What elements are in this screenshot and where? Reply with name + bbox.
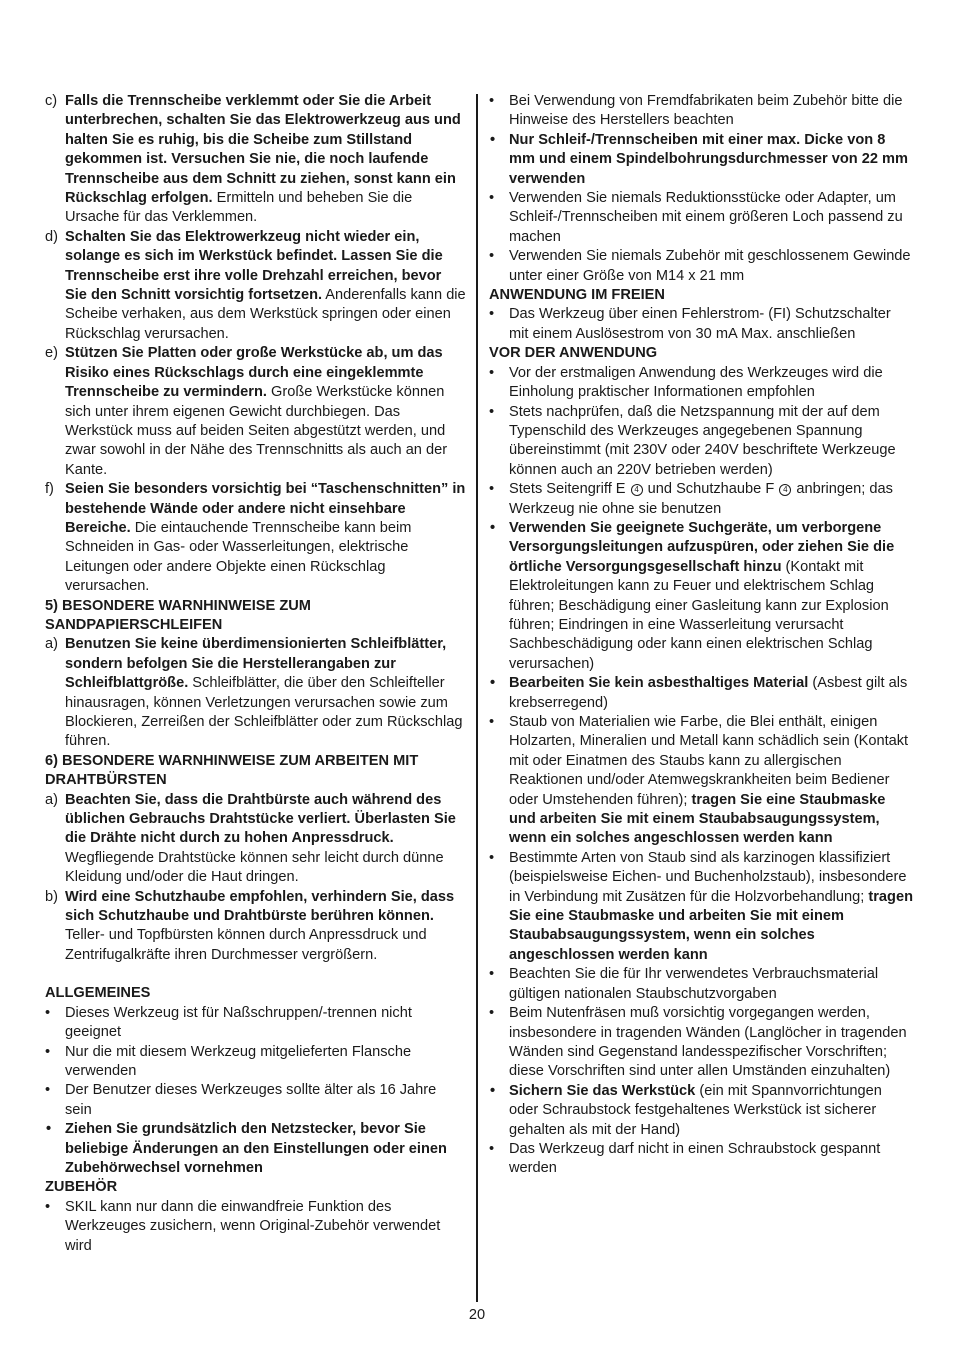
bullet-icon: • [489,966,495,983]
item-text: Ermitteln und beheben Sie die Ursache für das Verklemmen. [65,190,413,226]
bullet-item [489,1082,913,1140]
item-text: SKIL kann nur dann die einwandfreie Funktion des Werkzeuges zusichern, wenn Original-Zubehör verwendet wird [65,1198,441,1254]
item-text: Beim Nutenfräsen muß vorsichtig vorgegangen werden, insbesondere in tragenden Wänden (Langlöcher in tragenden Wänden sind Gegenstand landesspezifischer Vorschriften; diese Vorschriften sind unter allen Umständen einzuhalten) [509,1005,907,1080]
bullet-icon: • [489,190,495,207]
list-item-6a [45,791,467,888]
item-bold-text: tragen Sie eine Staubmaske und arbeiten Sie mit einem Staubabsaugungssystem, wenn ein solches angeschlossen werden kann [509,888,913,963]
column-divider [476,94,478,1302]
list-item-5a [45,635,467,751]
bullet-item [489,519,913,674]
item-bold-text: Benutzen Sie keine überdimensionierten Schleifblätter, sondern befolgen Sie die Herstellerangaben zur Schleifblattgröße. [65,636,447,692]
bullet-icon: • [489,849,495,866]
bullet-item [489,965,913,1004]
list-item-c [45,92,467,228]
bullet-item [489,713,913,849]
bullet-item [45,1004,467,1043]
bullet-item [45,1198,467,1256]
heading-anwendung-im-freien: ANWENDUNG IM FREIEN [489,287,665,304]
item-text: Das Werkzeug über einen Fehlerstrom- (FI) Schutzschalter mit einem Auslösestrom von 30 mA Max. anschließen [509,306,891,342]
item-text: Stets Seitengriff E [509,481,630,498]
item-bold-text: Stützen Sie Platten oder große Werkstücke ab, um das Risiko eines Rückschlags durch eine eingeklemmte Trennscheibe zu vermindern. [65,345,443,401]
bullet-item [45,1043,467,1082]
item-text: Dieses Werkzeug ist für Naßschruppen/-trennen nicht geeignet [65,1004,412,1041]
bullet-icon: • [489,93,495,109]
item-text: Teller- und Topfbürsten können durch Anpressdruck und Zentrifugalkräfte ihren Durchmesser vergrößern. [65,927,427,963]
item-text: (Kontakt mit Elektroleitungen kann zu Feuer und elektrischem Schlag führen; Beschädigung einer Gasleitung kann zur Explosion führen; Eindringen in eine Wasserleitung verursacht Sachbeschädigung oder kann einen elektrischen Schlag verursachen) [509,558,889,672]
item-text: Bei Verwendung von Fremdfabrikaten beim Zubehör bitte die Hinweise des Herstellers beachten [509,93,903,129]
item-bold-text: Beachten Sie, dass die Drahtbürste auch während des üblichen Gebrauchs Drahtstücke verliert. Überlasten Sie die Drähte nicht durch zu hohen Anpressdruck. [65,791,456,847]
bullet-item [45,1081,467,1120]
bullet-item [489,364,913,403]
item-text: anbringen; das Werkzeug nie ohne sie benutzen [509,481,893,517]
item-bold-text: Bearbeiten Sie kein asbesthaltiges Material [509,675,809,692]
item-text: (ein mit Spannvorrichtungen oder Schraubstock festgehaltenes Werkstück ist sicherer gehalten als mit der Hand) [509,1082,882,1138]
item-text: Das Werkzeug darf nicht in einen Schraubstock gespannt werden [509,1140,881,1177]
item-bold-text: Sichern Sie das Werkstück [509,1082,696,1099]
item-text: Die eintauchende Trennscheibe kann beim Schneiden in Gas- oder Wasserleitungen, elektrische Leitungen oder andere Objekte einen Rückschlag verursachen. [65,519,412,595]
item-bold-text: Wird eine Schutzhaube empfohlen, verhindern Sie, dass sich Schutzhaube und Drahtbürste berühren können. [65,888,455,925]
bullet-item [489,131,913,189]
item-text: und Schutzhaube F [643,481,779,498]
item-marker: f) [45,481,54,498]
item-bold-text: Schalten Sie das Elektrowerkzeug nicht wieder ein, solange es sich im Werkstück befindet. Lassen Sie die Trennscheibe erst ihre volle Drehzahl erreichen, bevor Sie den Schnitt vorsichtig fortsetzen. [65,228,443,304]
list-item-6b [45,888,467,966]
item-text: Schleifblätter, die über den Schleifteller hinausragen, können Verletzungen verursachen sowie zum Blockieren, Zerreißen der Schleifblätter oder zum Rückschlag führen. [65,675,463,750]
item-text: Bestimmte Arten von Staub sind als karzinogen klassifiziert (beispielsweise Eichen- und Buchenholzstaub), insbesondere in Verbindung mit Zusätzen für die Holzvorbehandlung; [509,849,907,905]
heading-vor-der-anwendung: VOR DER ANWENDUNG [489,345,658,362]
bullet-icon: • [45,1082,51,1099]
bullet-item [489,247,913,286]
item-text: Beachten Sie die für Ihr verwendetes Verbrauchsmaterial gültigen nationalen Staubschutzvorgaben [509,966,879,1002]
item-marker: a) [45,791,58,808]
bullet-item [489,305,913,344]
item-text: Wegfliegende Drahtstücke können sehr leicht durch dünne Kleidung und/oder die Haut dringen. [65,849,444,886]
bullet-item [489,92,913,131]
bullet-icon: • [489,364,495,381]
item-text: Große Werkstücke können sich unter ihrem eigenen Gewicht durchbiegen. Das Werkstück muss auf beiden Seiten abgestützt werden, und zwar sowohl in der Nähe des Trennschnitts als auch an der Kante. [65,384,448,478]
bullet-icon: • [45,1198,51,1215]
item-bold-text: Falls die Trennscheibe verklemmt oder Sie die Arbeit unterbrechen, schalten Sie das Elektrowerkzeug aus und halten Sie es ruhig, bis die Scheibe zum Stillstand gekommen ist. Versuchen Sie nie, die noch laufende Trennscheibe aus dem Schnitt zu ziehen, sonst kann ein Rückschlag erfolgen. [65,93,461,207]
item-text: Vor der erstmaligen Anwendung des Werkzeuges wird die Einholung praktischer Informationen empfohlen [509,364,883,401]
bullet-icon: • [489,248,495,265]
bullet-icon: • [489,1005,495,1022]
bullet-item [489,1140,913,1179]
right-column [489,92,913,1179]
item-bold-text: tragen Sie eine Staubmaske und arbeiten Sie mit einem Staubabsaugungssystem, wenn ein solches angeschlossen werden kann [509,791,886,847]
item-bold-text: Seien Sie besonders vorsichtig bei “Taschenschnitten” in bestehende Wände oder andere nicht einsehbare Bereiche. [65,481,466,536]
item-marker: e) [45,345,58,362]
bullet-icon: • [490,1082,496,1099]
bullet-item [489,1004,913,1082]
figure-reference-icon: 4 [779,484,791,496]
item-bold-text: Ziehen Sie grundsätzlich den Netzstecker, bevor Sie beliebige Änderungen an den Einstellungen oder einen Zubehörwechsel vornehmen [65,1121,447,1176]
item-text: Verwenden Sie niemals Reduktionsstücke oder Adapter, um Schleif-/Trennscheiben mit einem größeren Loch passend zu machen [509,190,903,245]
bullet-icon: • [489,481,495,498]
bullet-icon: • [490,519,496,536]
bullet-icon: • [46,1121,52,1138]
bullet-icon: • [45,1004,51,1021]
bullet-icon: • [490,675,496,692]
heading-allgemeines: ALLGEMEINES [45,985,151,1002]
item-text: Nur die mit diesem Werkzeug mitgelieferten Flansche verwenden [65,1043,412,1079]
item-text: Stets nachprüfen, daß die Netzspannung mit der auf dem Typenschild des Werkzeuges angegebenen Spannung übereinstimmt (mit 230V oder 240V beschriftete Werkzeuge können auch an 220V betrieben werden) [509,403,896,478]
left-column [45,92,467,1256]
item-text: Anderenfalls kann die Scheibe verhaken, aus dem Werkstück springen oder einen Rückschlag verursachen. [65,287,466,342]
bullet-item [45,1120,467,1178]
item-marker: c) [45,93,58,109]
section-heading-6: 6) BESONDERE WARNHINWEISE ZUM ARBEITEN MIT DRAHTBÜRSTEN [45,752,419,789]
bullet-item [489,480,913,519]
bullet-icon: • [489,403,495,420]
bullet-item [489,674,913,713]
section-heading-5: 5) BESONDERE WARNHINWEISE ZUM SANDPAPIERSCHLEIFEN [45,597,311,633]
bullet-icon: • [489,306,495,323]
item-marker: b) [45,888,58,905]
item-text: (Asbest gilt als krebserregend) [509,675,908,711]
list-item-f [45,480,467,596]
list-item-d [45,228,467,344]
item-marker: a) [45,636,58,653]
item-marker: d) [45,228,58,245]
item-bold-text: Nur Schleif-/Trennscheiben mit einer max. Dicke von 8 mm und einem Spindelbohrungsdurchmesser von 22 mm verwenden [509,131,908,187]
heading-zubehoer: ZUBEHÖR [45,1179,118,1196]
page-number: 20 [468,1307,486,1323]
item-text: Verwenden Sie niemals Zubehör mit geschlossenem Gewinde unter einer Größe von M14 x 21 mm [509,248,911,284]
bullet-icon: • [490,131,496,148]
list-item-e [45,344,467,480]
bullet-icon: • [489,714,495,730]
bullet-icon: • [45,1043,51,1060]
figure-reference-icon: 4 [631,484,643,496]
item-text: Der Benutzer dieses Werkzeuges sollte älter als 16 Jahre sein [65,1082,437,1118]
bullet-item [489,189,913,247]
bullet-item [489,849,913,965]
item-bold-text: Verwenden Sie geeignete Suchgeräte, um verborgene Versorgungsleitungen aufzuspüren, oder ziehen Sie die örtliche Versorgungsgesellschaft hinzu [509,519,895,575]
bullet-icon: • [489,1140,495,1157]
item-text: Staub von Materialien wie Farbe, die Blei enthält, einigen Holzarten, Mineralien und Metall kann schädlich sein (Kontakt mit oder Einatmen des Staubs kann zu allergischen Reaktionen und/oder Atemwegskrankheiten beim Bediener oder Umstehenden führen); [509,714,909,808]
bullet-item [489,403,913,481]
